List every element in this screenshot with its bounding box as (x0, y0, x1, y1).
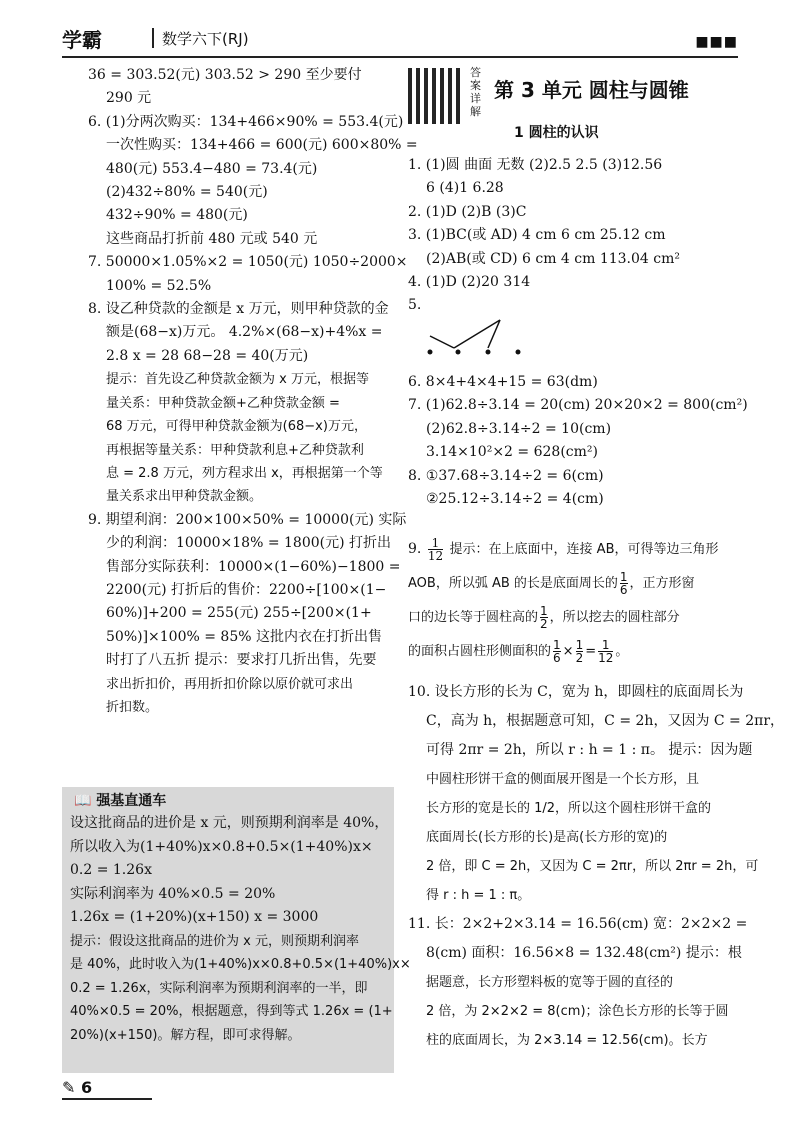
box-line: 设这批商品的进价是 x 元，则预期利润率是 40%， (70, 815, 389, 831)
fraction (576, 639, 584, 664)
fraction-denominator: 6 (619, 583, 628, 597)
text-line: (2)62.8÷3.14÷2 = 10(cm) (426, 420, 612, 437)
text-line: (2)AB(或 CD) 6 cm 4 cm 113.04 cm² (426, 250, 681, 267)
text-line: 额是(68−x)万元。 4.2%×(68−x)+4%x = (106, 324, 383, 341)
text-line: 一次性购买：134+466 = 600(元) 600×80% = (106, 137, 418, 154)
text-line: 7. 50000×1.05%×2 = 1050(元) 1050÷2000× (88, 254, 408, 271)
text-line: 8(cm) 面积：16.56×8 = 132.48(cm²) 提示：根 (426, 945, 742, 961)
hint-line: 再根据等量关系：甲种贷款利息+乙种贷款利 (106, 442, 364, 458)
box-line: 0.2 = 1.26x (70, 862, 152, 878)
box-line: 实际利润率为 40%×0.5 = 20% (70, 885, 276, 902)
fraction (598, 639, 613, 664)
page-header (62, 18, 738, 58)
text-line: 3. (1)BC(或 AD) 4 cm 6 cm 25.12 cm (408, 227, 666, 244)
text-line: 9. 期望利润：200×100×50% = 10000(元) 实际 (88, 511, 407, 528)
hint-line: 得 r : h = 1 : π。 (426, 888, 531, 903)
header-squares: ■■■ (695, 34, 738, 50)
subject-label: 数学六下(RJ) (162, 30, 249, 48)
text-line: 100% = 52.5% (106, 277, 212, 294)
hint-line: 息 = 2.8 万元，列方程求出 x，再根据第一个等 (106, 465, 383, 481)
box-line: 1.26x = (1+20%)(x+150) x = 3000 (70, 909, 319, 925)
text-fragment: 口的边长等于圆柱高的 (408, 610, 539, 625)
fraction-denominator: 12 (598, 651, 614, 665)
text-line: 3.14×10²×2 = 628(cm²) (426, 444, 598, 461)
hint-line: 提示：首先设乙种贷款金额为 x 万元，根据等 (106, 372, 369, 388)
text-line: 480(元) 553.4−480 = 73.4(元) (106, 160, 318, 177)
right-column-top (408, 154, 738, 318)
text-line: 5. (408, 297, 422, 314)
text-fragment: 。 (615, 644, 629, 659)
hint-line: 据题意，长方形塑料板的宽等于圆的直径的 (426, 975, 674, 990)
box-hint-line: 是 40%，此时收入为(1+40%)x×0.8+0.5×(1+40%)x× (70, 957, 411, 972)
text-fragment: ，正方形窗 (629, 576, 695, 591)
text-line: 2.8 x = 28 68−28 = 40(万元) (106, 347, 309, 364)
header-rule (62, 56, 738, 58)
fraction-numerator: 1 (553, 638, 561, 652)
qr-code[interactable] (408, 68, 464, 124)
fraction-denominator: 6 (553, 651, 561, 665)
box-content (70, 812, 411, 1047)
text-line: 时打了八五折 提示：要求打几折出售，先要 (106, 652, 377, 669)
text-line: 可得 2πr = 2h，所以 r : h = 1 : π。 提示：因为题 (426, 742, 753, 758)
hint-line: 长方形的宽是长的 1/2，所以这个圆柱形饼干盒的 (426, 801, 712, 816)
fraction-numerator: 1 (575, 638, 584, 652)
text-fragment: AOB，所以弧 AB 的长是底面周长的 (408, 576, 618, 591)
text-line: 少的利润：10000×18% = 1800(元) 打折出 (106, 535, 392, 552)
text-line: ②25.12÷3.14÷2 = 4(cm) (426, 491, 604, 508)
box-title-text: 强基直通车 (96, 793, 167, 809)
fraction-numerator: 1 (619, 570, 628, 584)
q9-line-2 (408, 567, 738, 601)
diagram-dot (428, 350, 433, 355)
text-line: 2200(元) 打折后的售价：2200÷[100×(1− (106, 581, 387, 598)
diagram-line (454, 320, 500, 348)
fraction (553, 639, 561, 664)
section-title: 1 圆柱的认识 (514, 125, 599, 141)
text-line: 7. (1)62.8÷3.14 = 20(cm) 20×20×2 = 800(cm²) (408, 397, 748, 414)
text-line: 290 元 (106, 90, 152, 107)
text-line: 36 = 303.52(元) 303.52 > 290 至少要付 (88, 67, 362, 83)
diagram-line (430, 336, 454, 348)
fraction-denominator: 12 (427, 548, 444, 563)
matching-diagram (420, 316, 540, 360)
box-hint-line: 提示：假设这批商品的进价为 x 元，则预期利润率 (70, 933, 359, 949)
box-line: 所以收入为(1+40%)x×0.8+0.5×(1+40%)x× (70, 838, 373, 855)
hint-line: 求出折扣价，再用折扣价除以原价就可求出 (106, 676, 354, 692)
book-icon: 📖 (74, 793, 92, 809)
footer-rule (62, 1098, 152, 1100)
hint-line: 量关系：甲种贷款金额+乙种贷款金额 = (106, 395, 340, 411)
text-line: 6. (1)分两次购买：134+466×90% = 553.4(元) (88, 113, 404, 130)
text-line: 1. (1)圆 曲面 无数 (2)2.5 2.5 (3)12.56 (408, 157, 663, 173)
fraction-numerator: 1 (540, 604, 548, 618)
fraction-numerator: 1 (428, 537, 443, 550)
q9-number: 9. (408, 541, 422, 557)
text-fragment: × (562, 644, 574, 659)
hint-line: 68 万元，可得甲种贷款金额为(68−x)万元， (106, 419, 367, 435)
text-fragment: 的面积占圆柱形侧面积的 (408, 644, 552, 659)
box-hint-line: 40%×0.5 = 20%，根据题意，得到等式 1.26x = (1+ (70, 1004, 393, 1019)
qr-label: 答案详解 (470, 66, 481, 118)
right-column-mid (408, 371, 748, 511)
text-line: 11. 长：2×2+2×3.14 = 16.56(cm) 宽：2×2×2 = (408, 916, 748, 932)
question-9 (408, 532, 738, 669)
q9-hint: 提示：在上底面中，连接 AB，可得等边三角形 (449, 542, 719, 557)
unit-title: 第 3 单元 圆柱与圆锥 (494, 78, 689, 102)
hint-line: 中圆柱形饼干盒的侧面展开图是一个长方形，且 (426, 772, 700, 787)
diagram-dot (486, 350, 491, 355)
box-hint-line: 0.2 = 1.26x，实际利润率为预期利润率的一半，即 (70, 980, 368, 996)
text-line: 50%)]×100% = 85% 这批内衣在打折出售 (106, 628, 382, 645)
q9-line-3 (408, 601, 738, 635)
page-number: 6 (80, 1078, 93, 1097)
fraction-numerator: 1 (598, 639, 613, 652)
text-line: 8. 设乙种贷款的金额是 x 万元，则甲种贷款的金 (88, 301, 389, 318)
q9-answer-fraction (428, 537, 443, 562)
fraction-denominator: 2 (575, 651, 584, 665)
page-footer (62, 1078, 92, 1097)
text-line: 6. 8×4+4×4+15 = 63(dm) (408, 374, 598, 390)
text-line: (2)432÷80% = 540(元) (106, 184, 268, 201)
text-line: 这些商品打折前 480 元或 540 元 (106, 230, 318, 247)
diagram-dot (456, 350, 461, 355)
q9-line-1 (408, 532, 738, 567)
text-fragment: ，所以挖去的圆柱部分 (549, 610, 680, 625)
text-line: 8. ①37.68÷3.14÷2 = 6(cm) (408, 467, 604, 484)
right-column-bottom (408, 678, 785, 1055)
pencil-icon: ✎ (62, 1078, 76, 1097)
hint-line: 2 倍，为 2×2×2 = 8(cm)；涂色长方形的长等于圆 (426, 1004, 729, 1019)
brand-logo: 学霸 (62, 28, 102, 52)
hint-line: 底面周长(长方形的长)是高(长方形的宽)的 (426, 830, 668, 845)
left-column (88, 64, 418, 719)
q9-line-4 (408, 635, 738, 669)
hint-line: 2 倍，即 C = 2h，又因为 C = 2πr，所以 2πr = 2h，可 (426, 859, 759, 874)
fraction (620, 571, 628, 596)
hint-line: 量关系求出甲种贷款金额。 (106, 489, 263, 505)
text-line: 售部分实际获利：10000×(1−60%)−1800 = (106, 558, 401, 575)
box-hint-line: 20%)(x+150)。解方程，即可求得解。 (70, 1027, 301, 1043)
fraction (540, 605, 548, 630)
header-divider (152, 28, 154, 48)
text-line: 60%)]+200 = 255(元) 255÷[200×(1+ (106, 605, 372, 622)
hint-line: 折扣数。 (106, 699, 159, 715)
text-line: 4. (1)D (2)20 314 (408, 274, 531, 291)
text-line: 432÷90% = 480(元) (106, 207, 248, 224)
text-fragment: = (585, 644, 597, 659)
box-title (74, 790, 166, 810)
text-line: 2. (1)D (2)B (3)C (408, 203, 527, 220)
hint-line: 柱的底面周长，为 2×3.14 = 12.56(cm)。长方 (426, 1033, 708, 1048)
text-line: 6 (4)1 6.28 (426, 180, 504, 197)
text-line: 10. 设长方形的长为 C，宽为 h，即圆柱的底面周长为 (408, 684, 744, 700)
diagram-dot (516, 350, 521, 355)
text-line: C，高为 h，根据题意可知，C = 2h，又因为 C = 2πr， (426, 713, 785, 729)
fraction-denominator: 2 (540, 617, 548, 631)
